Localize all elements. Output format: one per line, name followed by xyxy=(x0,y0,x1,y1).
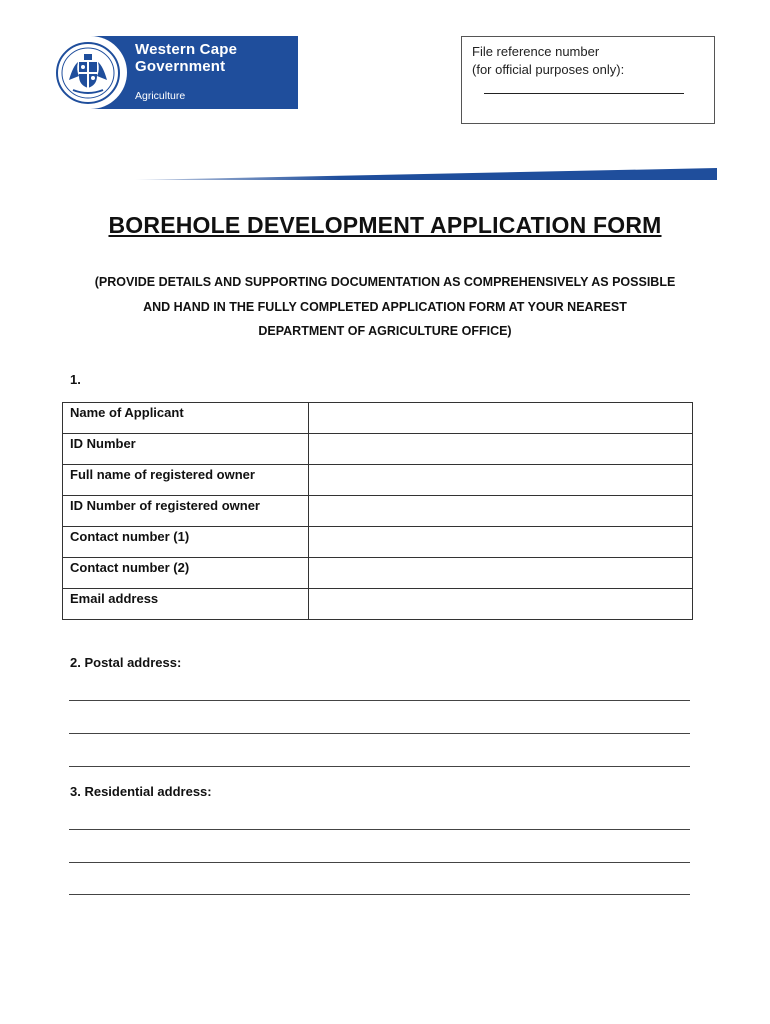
crest-icon xyxy=(49,36,127,109)
contact-number-1-input[interactable] xyxy=(309,527,692,557)
wcg-logo xyxy=(49,36,298,109)
file-reference-label: File reference number xyxy=(472,44,600,59)
file-reference-line[interactable] xyxy=(484,93,684,94)
field-cell xyxy=(309,496,693,527)
applicant-details-table xyxy=(62,402,693,620)
instructions-line-3: DEPARTMENT OF AGRICULTURE OFFICE) xyxy=(258,324,512,338)
field-cell xyxy=(309,558,693,589)
residential-address-heading: 3. Residential address: xyxy=(70,784,212,799)
residential-address-line-1[interactable] xyxy=(69,829,690,830)
email-input[interactable] xyxy=(309,589,692,619)
contact-number-2-input[interactable] xyxy=(309,558,692,588)
form-title: BOREHOLE DEVELOPMENT APPLICATION FORM xyxy=(108,212,662,238)
department-name: Agriculture xyxy=(135,90,186,102)
postal-address-line-3[interactable] xyxy=(69,766,690,767)
instructions-line-1: (PROVIDE DETAILS AND SUPPORTING DOCUMENTATION AS COMPREHENSIVELY AS POSSIBLE xyxy=(94,275,676,289)
table-row xyxy=(63,434,693,465)
field-cell xyxy=(309,527,693,558)
field-label: Email address xyxy=(63,589,309,620)
id-number-input[interactable] xyxy=(309,434,692,464)
table-row xyxy=(63,589,693,620)
postal-address-line-2[interactable] xyxy=(69,733,690,734)
owner-id-input[interactable] xyxy=(309,496,692,526)
field-cell xyxy=(309,465,693,496)
official-purposes-label: (for official purposes only): xyxy=(472,62,625,77)
table-row xyxy=(63,496,693,527)
field-label: Name of Applicant xyxy=(63,403,309,434)
field-label: ID Number xyxy=(63,434,309,465)
postal-address-line-1[interactable] xyxy=(69,700,690,701)
org-name-line2: Government xyxy=(135,58,226,75)
field-label: Full name of registered owner xyxy=(63,465,309,496)
applicant-name-input[interactable] xyxy=(309,403,692,433)
field-cell xyxy=(309,403,693,434)
header-banner-stripe xyxy=(135,166,717,182)
table-row xyxy=(63,558,693,589)
field-label: Contact number (1) xyxy=(63,527,309,558)
instructions-line-2: AND HAND IN THE FULLY COMPLETED APPLICATION FORM AT YOUR NEAREST xyxy=(143,299,627,314)
table-row xyxy=(63,527,693,558)
form-instructions xyxy=(55,270,715,344)
owner-name-input[interactable] xyxy=(309,465,692,495)
section-1-number: 1. xyxy=(70,372,81,387)
org-name-line1: Western Cape xyxy=(135,41,238,58)
field-cell xyxy=(309,434,693,465)
logo-text xyxy=(127,36,298,109)
residential-address-line-3[interactable] xyxy=(69,894,690,895)
postal-address-heading: 2. Postal address: xyxy=(70,655,182,670)
field-label: ID Number of registered owner xyxy=(63,496,309,527)
field-cell xyxy=(309,589,693,620)
residential-address-line-2[interactable] xyxy=(69,862,690,863)
table-row xyxy=(63,465,693,496)
file-reference-box xyxy=(461,36,715,124)
table-row xyxy=(63,403,693,434)
field-label: Contact number (2) xyxy=(63,558,309,589)
